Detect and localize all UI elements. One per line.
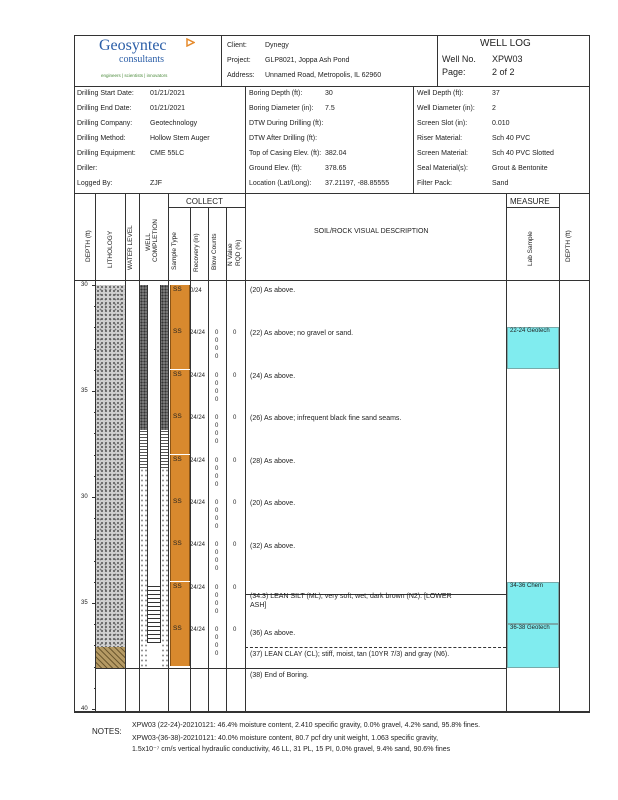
- rqd-header: RQD (%): [235, 239, 242, 266]
- sample-type: SS: [173, 371, 182, 378]
- col-line-description: [245, 193, 246, 712]
- well-screen: [147, 585, 161, 643]
- detail-label: Drilling Start Date:: [77, 90, 134, 97]
- detail-label: Screen Material:: [417, 150, 468, 157]
- blow-count: 0: [215, 354, 219, 360]
- detail-value: 01/21/2021: [150, 105, 186, 112]
- header-vdivider-1: [221, 35, 222, 86]
- detail-label: Drilling Method:: [77, 135, 126, 142]
- depth-tick-label: 30: [81, 282, 88, 288]
- measure-divider: [506, 207, 559, 208]
- blow-count: 0: [215, 651, 219, 657]
- depth-tick-label: 30: [81, 494, 88, 500]
- col-line-sample: [168, 193, 169, 712]
- blow-count: 0: [215, 397, 219, 403]
- blow-count: 0: [215, 439, 219, 445]
- detail-label: Drilling End Date:: [77, 105, 132, 112]
- sample-type: SS: [173, 456, 182, 463]
- blow-count: 0: [215, 458, 219, 464]
- detail-value: Geotechnology: [150, 120, 198, 127]
- depth-tick-major: [92, 709, 96, 710]
- detail-value: Sch 40 PVC Slotted: [492, 150, 554, 157]
- well-bentonite-left: [140, 430, 147, 468]
- sample-recovery: 0/24: [190, 288, 202, 294]
- detail-label: Seal Material(s):: [417, 165, 468, 172]
- description-text: ASH]: [250, 602, 267, 609]
- blow-count: 0: [215, 558, 219, 564]
- detail-value: CME 55LC: [150, 150, 185, 157]
- details-vdivider-2: [413, 86, 414, 193]
- well-completion-header: WELL COMPLETION: [145, 219, 159, 262]
- lithology-ash: [96, 285, 125, 647]
- detail-label: Ground Elev. (ft):: [249, 165, 302, 172]
- detail-label: Location (Lat/Long):: [249, 180, 312, 187]
- logo-arrow-icon: [186, 38, 195, 47]
- col-line-nvalue: [226, 207, 227, 712]
- logo-tagline: engineers | scientists | innovators: [101, 73, 168, 78]
- col-line-depth-right: [559, 193, 560, 712]
- well-bentonite-right: [161, 430, 168, 468]
- sample-type: SS: [173, 498, 182, 505]
- blow-count: 0: [215, 346, 219, 352]
- notes-divider: [74, 712, 590, 713]
- blow-count: 0: [215, 593, 219, 599]
- sample-recovery: 24/24: [190, 585, 206, 591]
- blow-count: 0: [215, 508, 219, 514]
- blow-count: 0: [215, 627, 219, 633]
- detail-value: 378.65: [325, 165, 347, 172]
- blow-count: 0: [215, 482, 219, 488]
- blow-count: 0: [215, 338, 219, 344]
- sample-recovery: 24/24: [190, 330, 206, 336]
- description-text: (32) As above.: [250, 543, 296, 550]
- well-no-label: Well No.: [442, 54, 476, 64]
- description-text: (38) End of Boring.: [250, 672, 309, 679]
- detail-label: Boring Depth (ft):: [249, 90, 303, 97]
- detail-label: Riser Material:: [417, 135, 463, 142]
- description-text: (34.3) LEAN SILT (ML); very soft, wet, dark brown (N2). [LOWER: [250, 593, 452, 600]
- description-text: (20) As above.: [250, 287, 296, 294]
- description-text: (36) As above.: [250, 630, 296, 637]
- depth-tick-label: 35: [81, 388, 88, 394]
- n-value: 0: [233, 585, 237, 591]
- lab-sample-label: 22-24 Geotech: [510, 328, 550, 334]
- recovery-header: Recovery (in): [193, 233, 200, 272]
- detail-label: Drilling Company:: [77, 120, 133, 127]
- n-value: 0: [233, 542, 237, 548]
- well-grout-left: [140, 285, 147, 430]
- detail-label: DTW During Drilling (ft):: [249, 120, 324, 127]
- notes-label: NOTES:: [92, 727, 122, 736]
- detail-value: 2: [492, 105, 496, 112]
- detail-label: Drilling Equipment:: [77, 150, 136, 157]
- blow-count: 0: [215, 500, 219, 506]
- project-value: GLP8021, Joppa Ash Pond: [265, 57, 350, 64]
- well-sand-right: [161, 468, 168, 668]
- sample-type: SS: [173, 413, 182, 420]
- detail-value: Hollow Stem Auger: [150, 135, 210, 142]
- collect-header: COLLECT: [186, 197, 223, 206]
- measure-header: MEASURE: [510, 197, 550, 206]
- blow-count: 0: [215, 381, 219, 387]
- detail-label: Boring Diameter (in):: [249, 105, 314, 112]
- page-label: Page:: [442, 67, 466, 77]
- sample-recovery: 24/24: [190, 542, 206, 548]
- depth-right-header: DEPTH (ft): [565, 230, 572, 262]
- n-value: 0: [233, 627, 237, 633]
- client-value: Dynegy: [265, 42, 289, 49]
- detail-label: Logged By:: [77, 180, 113, 187]
- detail-value: 37.21197, -88.85555: [325, 180, 390, 187]
- blow-count: 0: [215, 431, 219, 437]
- blow-count: 0: [215, 542, 219, 548]
- blow-count: 0: [215, 643, 219, 649]
- description-text: (22) As above; no gravel or sand.: [250, 330, 354, 337]
- n-value: 0: [233, 330, 237, 336]
- n-value: 0: [233, 458, 237, 464]
- notes-line-3: 1.5x10⁻⁷ cm/s vertical hydraulic conductivity, 46 LL, 31 PL, 15 PI, 0.0% gravel, 9.4% sand, 90.6% fines: [132, 746, 451, 753]
- detail-value: 0.010: [492, 120, 510, 127]
- sample-type: SS: [173, 328, 182, 335]
- client-label: Client:: [227, 42, 247, 49]
- blow-count: 0: [215, 635, 219, 641]
- header-vdivider-2: [437, 35, 438, 86]
- detail-value: 382.04: [325, 150, 347, 157]
- blow-count: 0: [215, 466, 219, 472]
- detail-label: Top of Casing Elev. (ft):: [249, 150, 322, 157]
- notes-line-1: XPW03 (22-24)-20210121: 46.4% moisture content, 2.410 specific gravity, 0.0% gravel, 4.2% sand, 95.8% fines.: [132, 722, 481, 729]
- sample-recovery: 24/24: [190, 458, 206, 464]
- depth-header: DEPTH (ft): [85, 230, 92, 262]
- collect-divider: [168, 207, 245, 208]
- blow-count: 0: [215, 423, 219, 429]
- sample-recovery: 24/24: [190, 415, 206, 421]
- description-text: (26) As above; infrequent black fine sand seams.: [250, 415, 402, 422]
- detail-value: 7.5: [325, 105, 335, 112]
- blow-count: 0: [215, 585, 219, 591]
- description-text: (20) As above.: [250, 500, 296, 507]
- detail-value: 30: [325, 90, 333, 97]
- well-sand-left: [140, 468, 147, 668]
- boundary-end: [245, 668, 506, 669]
- sample-type: SS: [173, 625, 182, 632]
- project-label: Project:: [227, 57, 251, 64]
- description-header: SOIL/ROCK VISUAL DESCRIPTION: [314, 228, 429, 235]
- blow-counts-header: Blow Counts: [211, 233, 218, 270]
- lab-sample-label: 34-36 Chem: [510, 583, 544, 589]
- blow-count: 0: [215, 330, 219, 336]
- blow-count: 0: [215, 415, 219, 421]
- blow-count: 0: [215, 601, 219, 607]
- sample-recovery: 24/24: [190, 500, 206, 506]
- boundary-end-left: [96, 668, 245, 669]
- logo-name: Geosyntec: [99, 37, 167, 54]
- water-level-header: WATER LEVEL: [127, 225, 134, 270]
- depth-tick-minor: [94, 688, 96, 689]
- detail-value: Sch 40 PVC: [492, 135, 531, 142]
- n-value: 0: [233, 500, 237, 506]
- detail-label: Well Diameter (in):: [417, 105, 475, 112]
- detail-label: Filter Pack:: [417, 180, 453, 187]
- blow-count: 0: [215, 516, 219, 522]
- sample-recovery: 24/24: [190, 627, 206, 633]
- sample-type-header: Sample Type: [171, 232, 178, 270]
- detail-label: Well Depth (ft):: [417, 90, 464, 97]
- lithology-header: LITHOLOGY: [107, 230, 114, 268]
- detail-label: Screen Slot (in):: [417, 120, 468, 127]
- description-text: (28) As above.: [250, 458, 296, 465]
- logo-sub: consultants: [119, 54, 164, 65]
- blow-count: 0: [215, 389, 219, 395]
- lab-sample-label: 36-38 Geotech: [510, 625, 550, 631]
- header-divider: [74, 86, 590, 87]
- blow-count: 0: [215, 524, 219, 530]
- lithology-clay: [96, 647, 125, 669]
- notes-line-2: XPW03-(36-38)-20210121: 40.0% moisture content, 80.7 pcf dry unit weight, 1.063 specific gravity,: [132, 735, 439, 742]
- details-vdivider-1: [245, 86, 246, 193]
- address-label: Address:: [227, 72, 255, 79]
- detail-value: 01/21/2021: [150, 90, 186, 97]
- sample-recovery: 24/24: [190, 373, 206, 379]
- blow-count: 0: [215, 474, 219, 480]
- detail-label: DTW After Drilling (ft):: [249, 135, 318, 142]
- n-value: 0: [233, 373, 237, 379]
- detail-label: Driller:: [77, 165, 98, 172]
- detail-value: 37: [492, 90, 500, 97]
- details-divider: [74, 193, 590, 194]
- blow-count: 0: [215, 609, 219, 615]
- detail-value: ZJF: [150, 180, 163, 187]
- sample-type: SS: [173, 540, 182, 547]
- well-riser: [147, 285, 161, 585]
- n-value: 0: [233, 415, 237, 421]
- boundary-clay: [245, 647, 506, 648]
- depth-tick-label: 40: [81, 706, 88, 712]
- detail-value: Sand: [492, 180, 509, 187]
- description-text: (37) LEAN CLAY (CL); stiff, moist, tan (10YR 7/3) and gray (N6).: [250, 651, 450, 658]
- description-text: (24) As above.: [250, 373, 296, 380]
- col-line-water: [125, 193, 126, 712]
- lab-sample-header: Lab Sample: [527, 231, 534, 266]
- well-no-value: XPW03: [492, 54, 523, 64]
- well-grout-right: [161, 285, 168, 430]
- address-value: Unnamed Road, Metropolis, IL 62960: [265, 72, 382, 79]
- sample-type: SS: [173, 583, 182, 590]
- blow-count: 0: [215, 373, 219, 379]
- blow-count: 0: [215, 566, 219, 572]
- col-line-blows: [208, 207, 209, 712]
- blow-count: 0: [215, 550, 219, 556]
- n-value-header: N Value: [227, 243, 234, 266]
- detail-value: Grout & Bentonite: [492, 165, 548, 172]
- column-header-divider: [74, 280, 590, 281]
- sample-type: SS: [173, 286, 182, 293]
- page-value: 2 of 2: [492, 67, 515, 77]
- well-log-title: WELL LOG: [480, 38, 531, 49]
- depth-tick-label: 35: [81, 600, 88, 606]
